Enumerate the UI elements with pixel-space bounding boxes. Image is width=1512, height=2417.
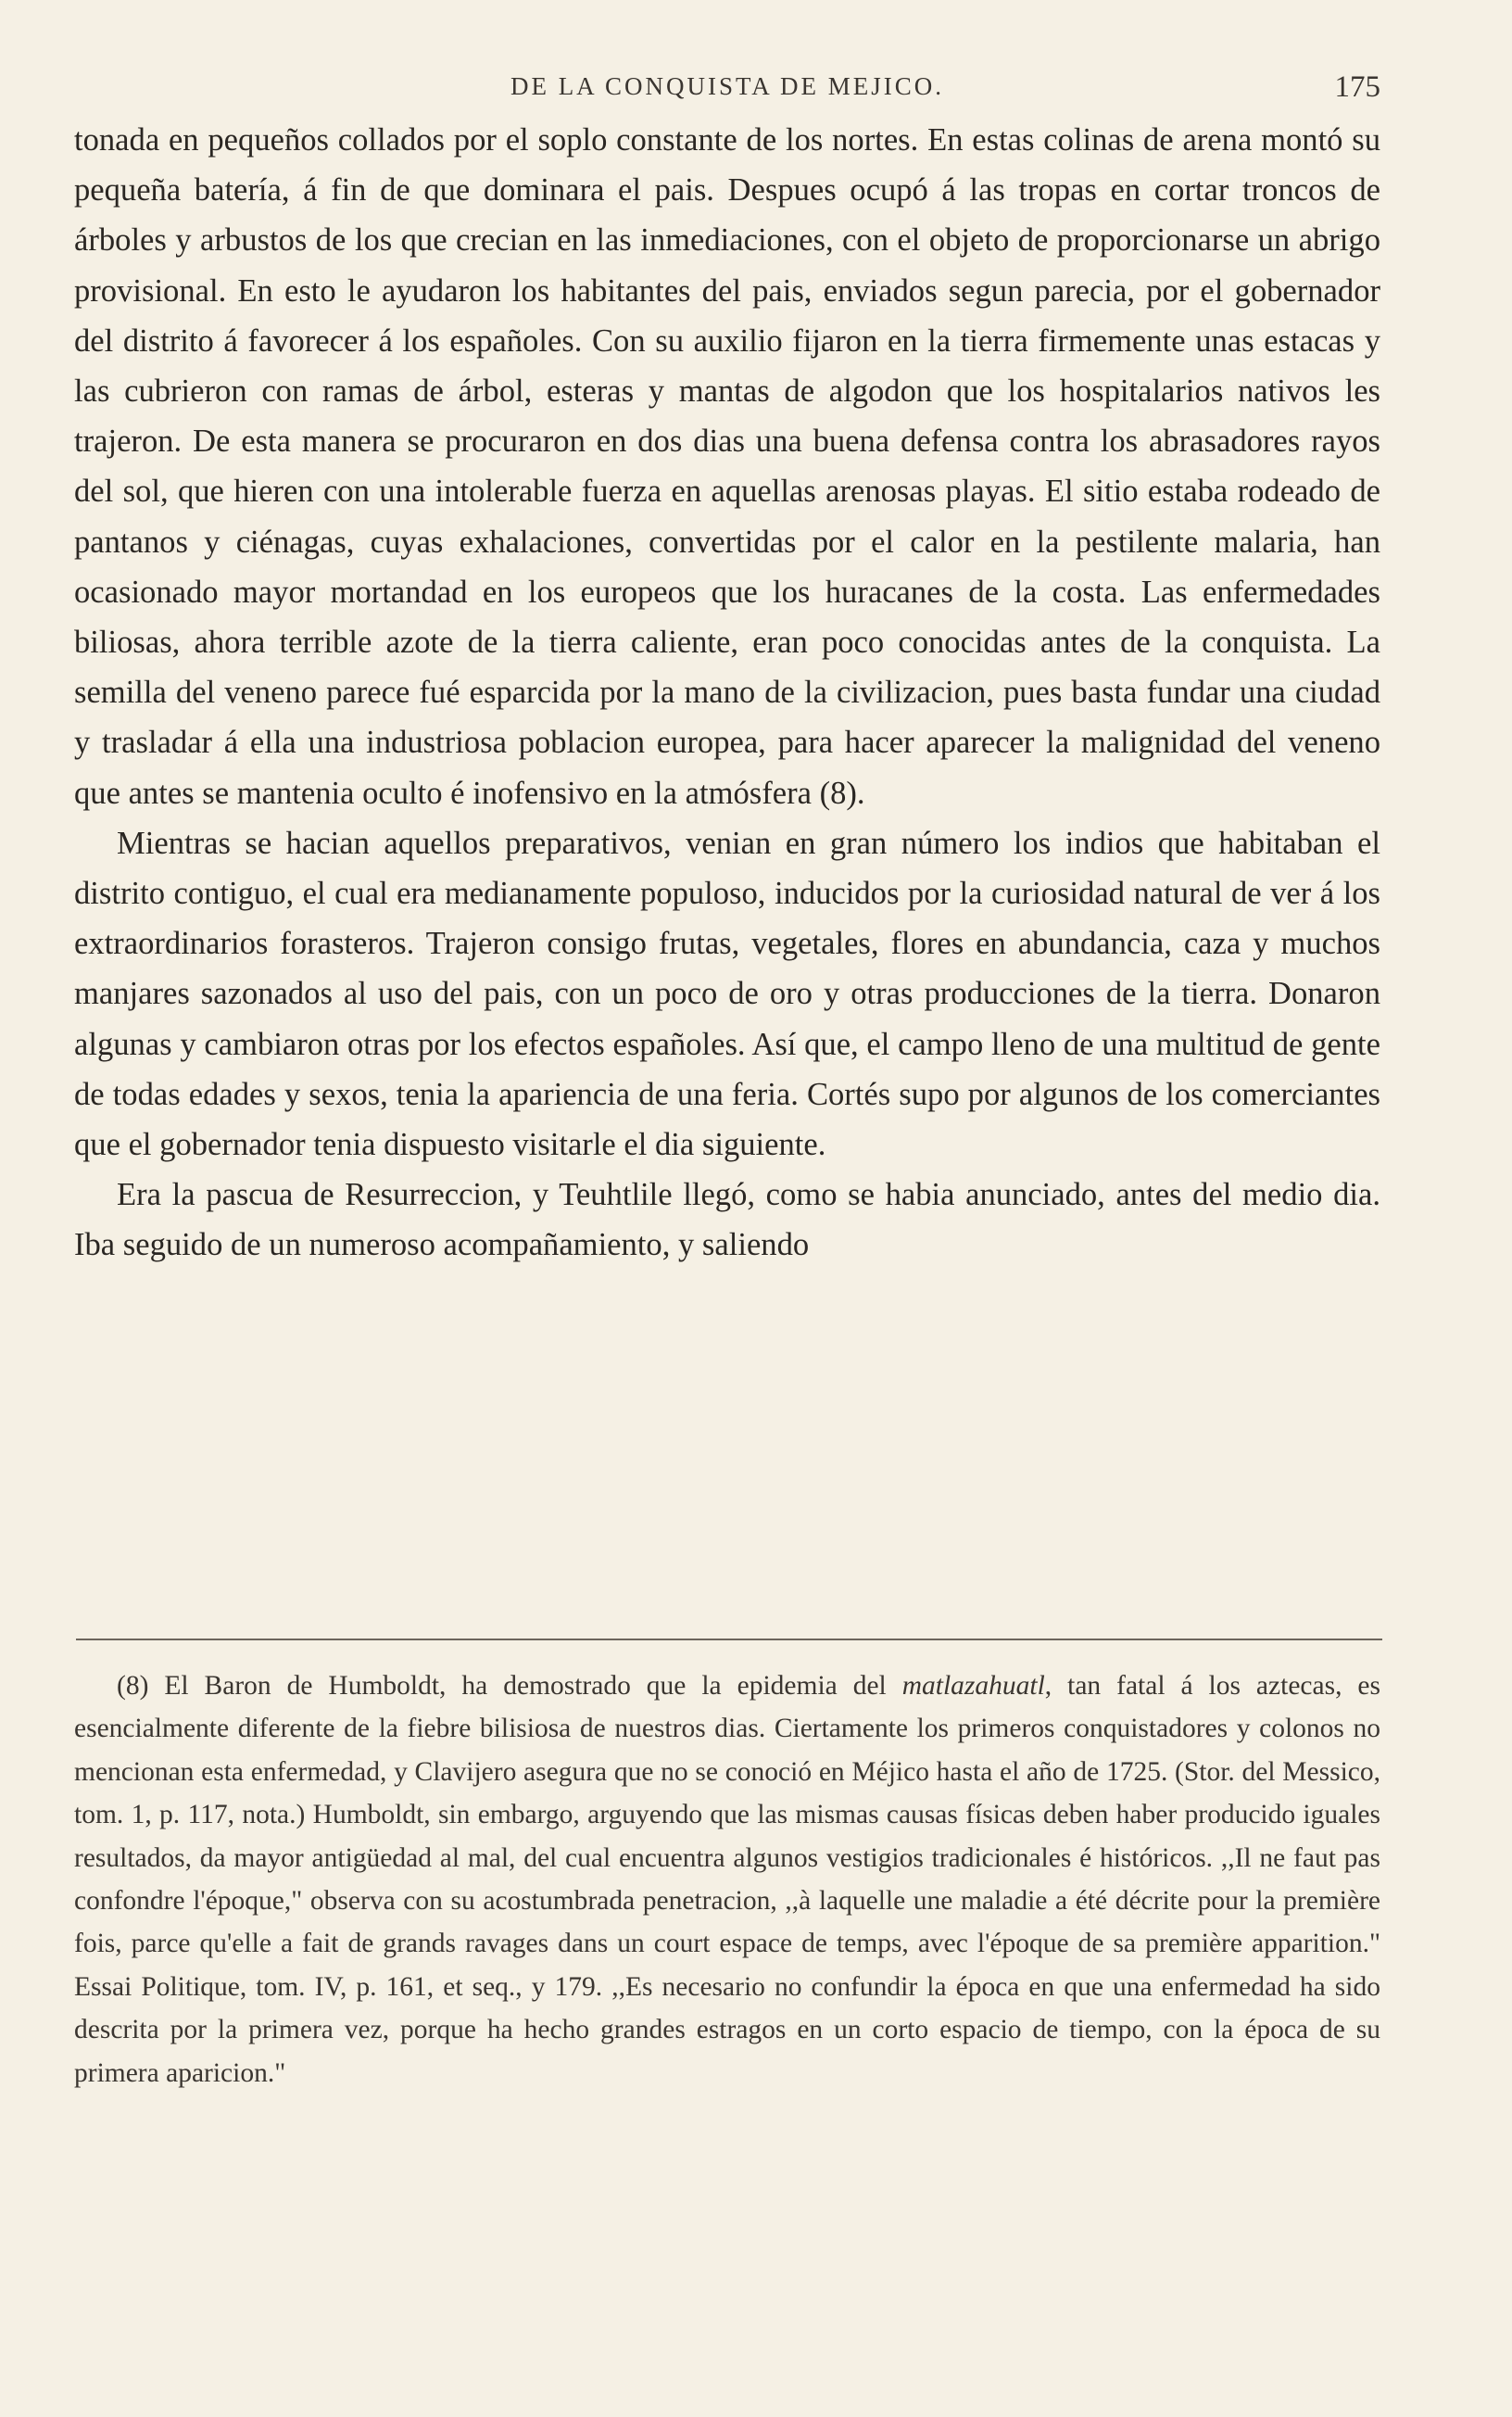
footnote-text-after: , tan fatal á los aztecas, es esencialmente diferente de la fiebre bilisiosa de nuestros dias. Ciertamente los primeros conquistadores y colonos no mencionan esta enfermedad, y Clavijero asegura que no se conoció en Méjico hasta el año de 1725. (Stor. del Messico, tom. 1, p. 117, nota.) Humboldt, sin embargo, arguyendo que las mismas causas físicas deben haber producido iguales resultados, da mayor antigüedad al mal, del cual encuentra algunos vestigios tradicionales é históricos. ,,Il ne faut pas confondre l'époque," observa con su acostumbrada penetracion, ,,à laquelle une maladie a été décrite pour la première fois, parce qu'elle a fait de grands ravages dans un court espace de temps, avec l'époque de sa première apparition." Essai Politique, tom. IV, p. 161, et seq., y 179. ,,Es necesario no confundir la época en que una enfermedad ha sido descrita por la primera vez, porque ha hecho grandes estragos en un corto espacio de tiempo, con la época de su primera aparicion." xyxy=(74,1671,1380,2088)
footnote-marker: (8) xyxy=(117,1671,149,1701)
running-head xyxy=(74,72,1380,119)
footnote-paragraph xyxy=(74,1664,1380,2094)
footnote-divider xyxy=(76,1639,1382,1640)
paragraph: Era la pascua de Resurreccion, y Teuhtlile llegó, como se habia anunciado, antes del medio dia. Iba seguido de un numeroso acompañamiento, y saliendo xyxy=(74,1177,1380,1263)
footnote-italic-term: matlazahuatl xyxy=(901,1671,1045,1701)
main-text xyxy=(74,115,1380,1271)
footnote-text-before: El Baron de Humboldt, ha demostrado que la epidemia del xyxy=(164,1671,887,1701)
paragraph: Mientras se hacian aquellos preparativos, venian en gran número los indios que habitaban el distrito contiguo, el cual era medianamente populoso, inducidos por la curiosidad natural de ver á los extraordinarios forasteros. Trajeron consigo frutas, vegetales, flores en abundancia, caza y muchos manjares sazonados al uso del pais, con un poco de oro y otras producciones de la tierra. Donaron algunas y cambiaron otras por los efectos españoles. Así que, el campo lleno de una multitud de gente de todas edades y sexos, tenia la apariencia de una feria. Cortés supo por algunos de los comerciantes que el gobernador tenia dispuesto visitarle el dia siguiente. xyxy=(74,825,1380,1163)
footnote xyxy=(74,1664,1380,2094)
page-number: 175 xyxy=(1334,70,1380,104)
running-title: DE LA CONQUISTA DE MEJICO. xyxy=(510,72,945,100)
paragraph-continued: tonada en pequeños collados por el soplo constante de los nortes. En estas colinas de arena montó su pequeña batería, á fin de que dominara el pais. Despues ocupó á las tropas en cortar troncos de árboles y arbustos de los que crecian en las inmediaciones, con el objeto de proporcionarse un abrigo provisional. En esto le ayudaron los habitantes del pais, enviados segun parecia, por el gobernador del distrito á favorecer á los españoles. Con su auxilio fijaron en la tierra firmemente unas estacas y las cubrieron con ramas de árbol, esteras y mantas de algodon que los hospitalarios nativos les trajeron. De esta manera se procuraron en dos dias una buena defensa contra los abrasadores rayos del sol, que hieren con una intolerable fuerza en aquellas arenosas playas. El sitio estaba rodeado de pantanos y ciénagas, cuyas exhalaciones, convertidas por el calor en la pestilente malaria, han ocasionado mayor mortandad en los europeos que los huracanes de la costa. Las enfermedades biliosas, ahora terrible azote de la tierra caliente, eran poco conocidas antes de la conquista. La semilla del veneno parece fué esparcida por la mano de la civilizacion, pues basta fundar una ciudad y trasladar á ella una industriosa poblacion europea, para hacer aparecer la malignidad del veneno que antes se mantenia oculto é inofensivo en la atmósfera (8). xyxy=(74,122,1380,811)
